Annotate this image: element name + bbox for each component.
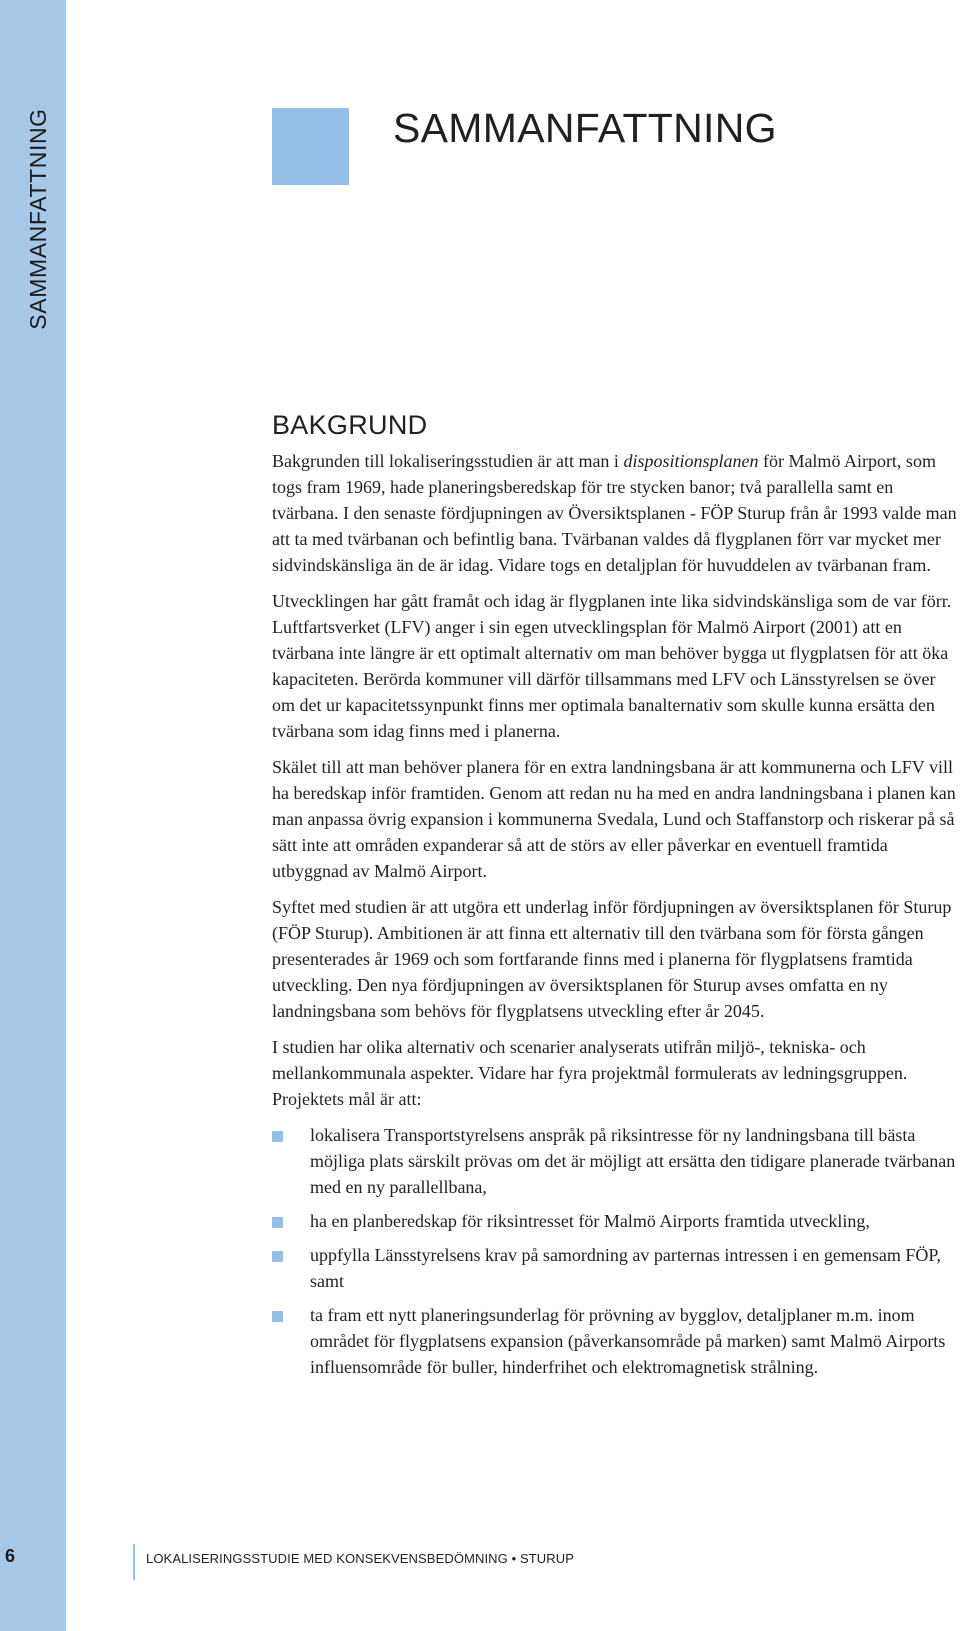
goals-list bbox=[272, 1122, 960, 1380]
footer-divider bbox=[133, 1544, 135, 1580]
square-bullet-icon bbox=[272, 1311, 283, 1322]
list-item-text: lokalisera Transportstyrelsens anspråk på riksintresse för ny landningsbana till bästa möjliga plats särskilt prövas om det är möjligt att ersätta den tidigare planerade tvärbanan med en ny parallellbana, bbox=[310, 1125, 956, 1197]
list-item bbox=[272, 1208, 960, 1234]
list-item bbox=[272, 1302, 960, 1380]
paragraph-4: Syftet med studien är att utgöra ett underlag inför fördjupningen av översiktsplanen för Sturup (FÖP Sturup). Ambitionen är att finna ett alternativ till den tvärbana som för första gången presenterades år 1969 och som fortfarande finns med i planerna för flygplatsens framtida utveckling. Den nya fördjupningen av översiktsplanen för Sturup avses omfatta en ny landningsbana som behövs för flygplatsens utveckling efter år 2045. bbox=[272, 897, 952, 1021]
square-bullet-icon bbox=[272, 1131, 283, 1142]
list-item bbox=[272, 1122, 960, 1200]
side-title: SAMMANFATTNING bbox=[25, 108, 51, 330]
main-content bbox=[272, 406, 960, 1388]
square-bullet-icon bbox=[272, 1217, 283, 1228]
square-bullet-icon bbox=[272, 1251, 283, 1262]
page-title: SAMMANFATTNING bbox=[393, 105, 777, 151]
paragraph-2: Utvecklingen har gått framåt och idag är flygplanen inte lika sidvindskänsliga som de var förr. Luftfartsverket (LFV) anger i sin egen utvecklingsplan för Malmö Airport (2001) att en tvärbana inte längre är ett optimalt alternativ om man behöver bygga ut flygplatsen för att öka kapaciteten. Berörda kommuner vill därför tillsammans med LFV och Länsstyrelsen se över om det ur kapacitetssynpunkt finns mer optimala banalternativ som skulle kunna ersätta den tvärbana som idag finns med i planerna. bbox=[272, 591, 952, 741]
list-item-text: ta fram ett nytt planeringsunderlag för prövning av bygglov, detaljplaner m.m. inom området för flygplatsens expansion (påverkansområde på marken) samt Malmö Airports influensområde för buller, hinderfrihet och elektromagnetisk strålning. bbox=[310, 1305, 946, 1377]
title-accent-square bbox=[272, 108, 349, 185]
page-number: 6 bbox=[4, 1546, 15, 1566]
paragraph-1-emphasis: dispositionsplanen bbox=[623, 451, 759, 471]
paragraph-1-end: för Malmö Airport, som togs fram 1969, hade planeringsberedskap för tre stycken banor; två parallella samt en tvärbana. I den senaste fördjupningen av Översiktsplanen - FÖP Sturup från år 1993 valde man att ta med tvärbanan och befintlig bana. Tvärbanan valdes då flygplanen förr var mycket mer sidvindskänsliga än de är idag. Vidare togs en detaljplan för huvuddelen av tvärbanan fram. bbox=[272, 451, 957, 575]
section-heading: BAKGRUND bbox=[272, 410, 428, 440]
list-item-text: uppfylla Länsstyrelsens krav på samordning av parternas intressen i en gemensam FÖP, samt bbox=[310, 1245, 941, 1291]
footer-title: LOKALISERINGSSTUDIE MED KONSEKVENSBEDÖMNING • STURUP bbox=[146, 1551, 574, 1566]
list-item bbox=[272, 1242, 960, 1294]
list-item-text: ha en planberedskap för riksintresset för Malmö Airports framtida utveckling, bbox=[310, 1211, 870, 1231]
paragraph-1 bbox=[272, 448, 960, 578]
paragraph-1-start: Bakgrunden till lokaliseringsstudien är att man i bbox=[272, 451, 624, 471]
paragraph-3: Skälet till att man behöver planera för en extra landningsbana är att kommunerna och LFV vill ha beredskap inför framtiden. Genom att redan nu ha med en andra landningsbana i planen kan man anpassa övrig expansion i kommunerna Svedala, Lund och Staffanstorp och riskerar på så sätt inte att områden expanderar så att de störs av eller påverkar en eventuell framtida utbyggnad av Malmö Airport. bbox=[272, 757, 956, 881]
paragraph-5: I studien har olika alternativ och scenarier analyserats utifrån miljö-, tekniska- och mellankommunala aspekter. Vidare har fyra projektmål formulerats av ledningsgruppen. Projektets mål är att: bbox=[272, 1037, 908, 1109]
